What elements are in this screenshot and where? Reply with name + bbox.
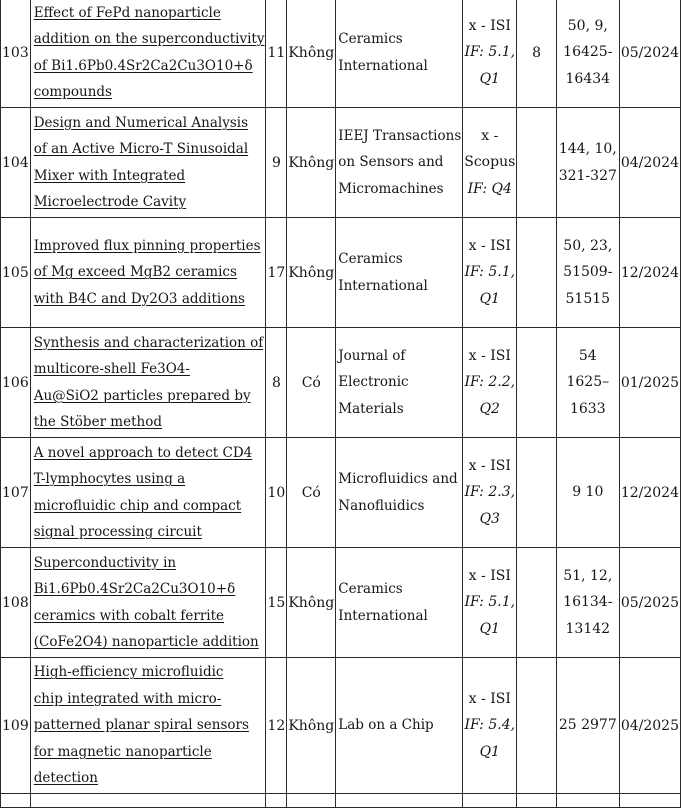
article-title-link[interactable] (30, 328, 266, 438)
citation-count (517, 328, 557, 438)
journal-name (336, 438, 463, 548)
journal-name-line: Ceramics (338, 251, 403, 267)
article-title-line: Effect of FePd nanoparticle (33, 4, 221, 21)
table-row (1, 658, 681, 794)
journal-name-line: International (338, 57, 428, 74)
table-row (1, 218, 681, 328)
journal-name (336, 328, 463, 438)
index-line: x - ISI (468, 567, 511, 584)
index-line: IF: 5.1, (464, 264, 516, 281)
index-classification (463, 218, 517, 328)
article-title-line: Superconductivity in (33, 554, 177, 571)
index-line: Scopus (464, 154, 516, 171)
main-author-flag: Không (287, 218, 336, 328)
journal-name-line: Ceramics (338, 581, 403, 597)
index-line: IF: 2.3, (464, 484, 516, 501)
citation-count: 8 (517, 0, 557, 108)
main-author-flag: Có (287, 328, 336, 438)
article-title-link[interactable] (30, 438, 266, 548)
volume-line: 50, 9, (567, 17, 608, 34)
author-count: 15 (266, 548, 287, 658)
volume-pages (556, 108, 619, 218)
journal-name (336, 548, 463, 658)
publication-date: 04/2025 (619, 658, 680, 794)
index-line: Q1 (479, 290, 500, 307)
journal-name-line: Journal of (338, 347, 406, 364)
index-line: Q3 (479, 510, 500, 527)
volume-pages (556, 438, 619, 548)
row-number: 107 (1, 438, 31, 548)
index-line: IF: 2.2, (464, 374, 516, 391)
author-count: 9 (266, 108, 287, 218)
journal-name (336, 108, 463, 218)
index-line: x - ISI (468, 17, 511, 34)
index-line: x - ISI (468, 690, 511, 707)
article-title-line: Design and Numerical Analysis (33, 114, 248, 131)
journal-name (336, 658, 463, 794)
article-title-line: patterned planar spiral sensors (33, 717, 249, 734)
article-title-line: with B4C and Dy2O3 additions (33, 290, 245, 307)
journal-name-line: International (338, 607, 428, 624)
index-classification (463, 328, 517, 438)
author-count: 17 (266, 218, 287, 328)
article-title-link[interactable] (30, 108, 266, 218)
article-title-line: Au@SiO2 particles prepared by (33, 387, 251, 404)
row-number: 108 (1, 548, 31, 658)
index-classification (463, 658, 517, 794)
journal-name-line: Micromachines (338, 180, 444, 197)
index-line: Q2 (479, 400, 500, 417)
table-row (1, 108, 681, 218)
index-line: x - ISI (468, 237, 511, 254)
volume-line: 50, 23, (563, 237, 613, 254)
journal-name-line: Materials (338, 400, 404, 417)
volume-line: 51, 12, (563, 567, 613, 584)
article-title-line: T-lymphocytes using a (33, 471, 186, 487)
article-title-line: Synthesis and characterization of (33, 334, 264, 351)
empty-cell (556, 794, 619, 808)
empty-cell (1, 794, 31, 808)
index-line: x - ISI (468, 457, 511, 474)
index-line: IF: 5.1, (464, 594, 516, 611)
article-title-line: the Stöber method (33, 414, 162, 430)
table-row (1, 548, 681, 658)
volume-line: 16134- (563, 594, 613, 611)
index-line: x - (481, 127, 499, 144)
article-title-line: Improved flux pinning properties (33, 237, 261, 254)
article-title-link[interactable] (30, 548, 266, 658)
index-line: x - ISI (468, 347, 511, 364)
index-classification (463, 548, 517, 658)
volume-pages (556, 328, 619, 438)
table-row (1, 328, 681, 438)
volume-line: 16434 (565, 70, 611, 87)
author-count: 10 (266, 438, 287, 548)
empty-cell (619, 794, 680, 808)
article-title-line: of Mg exceed MgB2 ceramics (33, 264, 237, 281)
citation-count (517, 658, 557, 794)
article-title-line: of an Active Micro-T Sinusoidal (33, 141, 249, 157)
volume-pages (556, 658, 619, 794)
row-number: 103 (1, 0, 31, 108)
journal-name-line: Lab on a Chip (338, 717, 434, 734)
author-count: 12 (266, 658, 287, 794)
publication-date: 04/2024 (619, 108, 680, 218)
publication-date: 05/2024 (619, 0, 680, 108)
article-title-line: multicore-shell Fe3O4- (33, 361, 190, 377)
article-title-link[interactable] (30, 218, 266, 328)
journal-name-line: on Sensors and (338, 154, 444, 171)
table-row (1, 0, 681, 108)
article-title-line: of Bi1.6Pb0.4Sr2Ca2Cu3O10+δ (33, 57, 253, 74)
main-author-flag: Không (287, 548, 336, 658)
journal-name-line: International (338, 277, 428, 294)
article-title-line: Microelectrode Cavity (33, 194, 187, 210)
main-author-flag: Không (287, 108, 336, 218)
main-author-flag: Không (287, 0, 336, 108)
empty-cell (463, 794, 517, 808)
article-title-line: for magnetic nanoparticle (33, 743, 212, 760)
index-line: IF: 5.1, (464, 44, 516, 61)
volume-line: 1633 (569, 400, 606, 417)
article-title-line: compounds (33, 84, 112, 100)
volume-line: 25 2977 (558, 717, 617, 734)
volume-line: 321-327 (558, 167, 617, 184)
article-title-line: (CoFe2O4) nanoparticle addition (33, 634, 259, 650)
publication-date: 12/2024 (619, 218, 680, 328)
index-classification (463, 438, 517, 548)
index-line: IF: 5.4, (464, 717, 516, 734)
article-title-line: addition on the superconductivity (33, 31, 265, 47)
article-title-line: signal processing circuit (33, 524, 202, 540)
journal-name (336, 218, 463, 328)
journal-name-line: Ceramics (338, 31, 403, 47)
author-count: 11 (266, 0, 287, 108)
volume-line: 51509- (563, 264, 613, 281)
citation-count (517, 548, 557, 658)
index-classification (463, 0, 517, 108)
volume-line: 144, 10, (558, 141, 617, 157)
article-title-line: Bi1.6Pb0.4Sr2Ca2Cu3O10+δ (33, 581, 236, 597)
article-title-line: chip integrated with micro- (33, 690, 222, 707)
row-number: 109 (1, 658, 31, 794)
empty-cell (266, 794, 287, 808)
author-count: 8 (266, 328, 287, 438)
table-row-partial (1, 794, 681, 808)
article-title-line: detection (33, 770, 98, 787)
row-number: 106 (1, 328, 31, 438)
journal-name-line: Nanofluidics (338, 497, 425, 514)
row-number: 104 (1, 108, 31, 218)
volume-pages (556, 218, 619, 328)
empty-cell (517, 794, 557, 808)
article-title-line: Mixer with Integrated (33, 167, 186, 184)
index-line: IF: Q4 (467, 180, 512, 197)
journal-name-line: Microfluidics and (338, 471, 458, 487)
row-number: 105 (1, 218, 31, 328)
empty-cell (30, 794, 266, 808)
publication-date: 05/2025 (619, 548, 680, 658)
article-title-line: A novel approach to detect CD4 (33, 444, 253, 461)
volume-line: 54 (578, 347, 597, 364)
article-title-line: ceramics with cobalt ferrite (33, 607, 225, 624)
index-line: Q1 (479, 743, 500, 760)
index-line: Q1 (479, 620, 500, 637)
volume-line: 16425- (563, 44, 613, 61)
journal-name-line: IEEJ Transactions (338, 127, 462, 144)
article-title-line: microfluidic chip and compact (33, 497, 242, 514)
journal-name (336, 0, 463, 108)
article-title-link[interactable] (30, 658, 266, 794)
journal-name-line: Electronic (338, 374, 409, 391)
index-classification (463, 108, 517, 218)
table-row (1, 438, 681, 548)
empty-cell (287, 794, 336, 808)
main-author-flag: Có (287, 438, 336, 548)
volume-line: 9 10 (572, 484, 604, 501)
publication-date: 12/2024 (619, 438, 680, 548)
citation-count (517, 218, 557, 328)
volume-pages (556, 548, 619, 658)
index-line: Q1 (479, 70, 500, 87)
citation-count (517, 108, 557, 218)
citation-count (517, 438, 557, 548)
volume-line: 13142 (565, 620, 611, 637)
main-author-flag: Không (287, 658, 336, 794)
article-title-link[interactable] (30, 0, 266, 108)
empty-cell (336, 794, 463, 808)
publication-date: 01/2025 (619, 328, 680, 438)
article-title-line: High-efficiency microfluidic (33, 664, 224, 681)
volume-line: 51515 (565, 290, 611, 307)
volume-pages (556, 0, 619, 108)
volume-line: 1625– (566, 374, 610, 391)
